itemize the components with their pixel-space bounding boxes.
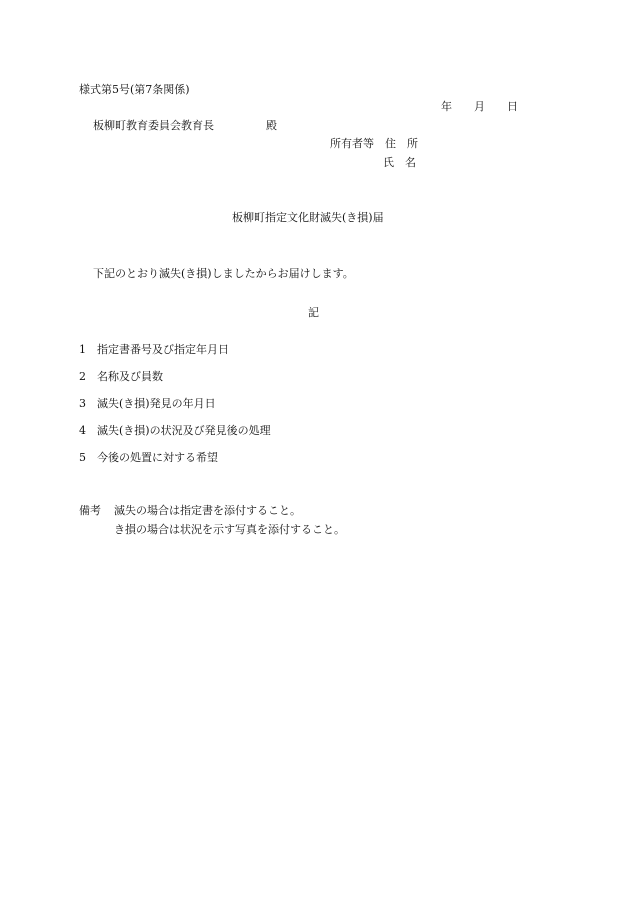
date-line: 年 月 日	[441, 100, 518, 113]
list-item: 1 指定書番号及び指定年月日	[79, 343, 229, 356]
remarks-line: 滅失の場合は指定書を添付すること。	[114, 504, 301, 517]
intro-text: 下記のとおり滅失(き損)しましたからお届けします。	[93, 267, 354, 280]
addressee: 板柳町教育委員会教育長	[93, 119, 214, 132]
ki-mark: 記	[308, 306, 319, 319]
list-item: 3 滅失(き損)発見の年月日	[79, 397, 216, 410]
list-item: 5 今後の処置に対する希望	[79, 451, 218, 464]
remarks-label: 備考	[79, 504, 101, 517]
document-title: 板柳町指定文化財滅失(き損)届	[232, 211, 384, 224]
form-number: 様式第5号(第7条関係)	[79, 83, 190, 96]
owner-address-label: 所有者等 住 所	[330, 137, 418, 150]
list-item: 2 名称及び員数	[79, 370, 163, 383]
remarks-line: き損の場合は状況を示す写真を添付すること。	[114, 523, 345, 536]
list-item: 4 滅失(き損)の状況及び発見後の処理	[79, 424, 271, 437]
owner-name-label: 氏 名	[383, 156, 416, 169]
addressee-suffix: 殿	[266, 119, 277, 132]
